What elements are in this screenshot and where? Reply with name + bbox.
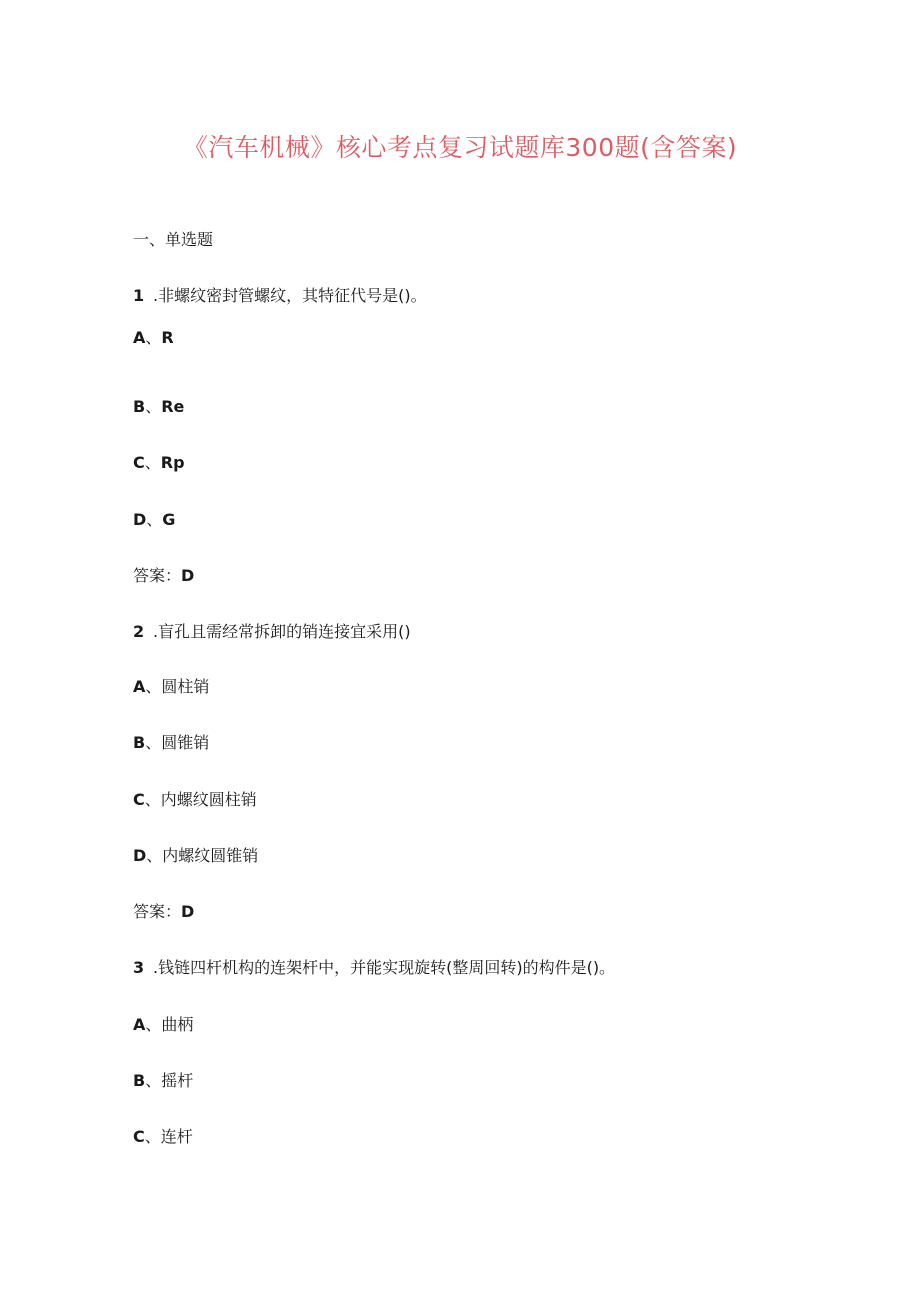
question-number: 3 [133,958,145,977]
answer-value: D [181,902,195,921]
option-text: Re [161,397,185,416]
question-2 [133,622,411,642]
question-1-option-b [133,397,184,417]
question-number: 1 [133,286,145,305]
option-separator: 、 [146,846,163,865]
document-title: 《汽车机械》核心考点复习试题库300题(含答案) [182,133,738,162]
answer-label: 答案： [133,902,182,921]
option-letter: C [133,790,145,809]
option-letter: B [133,397,146,416]
question-2-answer [133,902,194,922]
question-text: .钱链四杆机构的连架杆中，并能实现旋转(整周回转)的构件是()。 [153,958,616,977]
option-letter: A [133,677,146,696]
question-2-option-b [133,733,209,753]
option-text: 内螺纹圆锥销 [162,846,259,865]
option-separator: 、 [145,1015,162,1034]
option-separator: 、 [144,453,161,472]
option-letter: A [133,1015,146,1034]
question-3-option-a [133,1015,193,1035]
question-2-option-a [133,677,209,697]
option-separator: 、 [144,1127,161,1146]
answer-label: 答案： [133,566,182,585]
option-text: 连杆 [160,1127,193,1146]
question-3-option-b [133,1071,193,1091]
question-3 [133,958,615,978]
option-separator: 、 [145,397,162,416]
option-separator: 、 [145,1071,162,1090]
option-letter: B [133,1071,146,1090]
answer-value: D [181,566,195,585]
question-2-option-d [133,846,258,866]
option-separator: 、 [146,510,163,529]
question-3-option-c [133,1127,193,1147]
option-text: 内螺纹圆柱销 [160,790,257,809]
question-2-option-c [133,790,257,810]
section-heading: 一、单选题 [133,230,214,249]
option-letter: D [133,510,147,529]
option-separator: 、 [145,733,162,752]
option-text: Rp [160,453,185,472]
question-text: .盲孔且需经常拆卸的销连接宜采用() [153,622,411,641]
question-text: .非螺纹密封管螺纹，其特征代号是()。 [153,286,427,305]
option-text: G [162,510,176,529]
option-letter: D [133,846,147,865]
question-number: 2 [133,622,145,641]
question-1-answer [133,566,194,586]
option-separator: 、 [145,328,162,347]
question-1 [133,286,427,306]
option-text: 圆柱销 [161,677,210,696]
option-text: 曲柄 [161,1015,194,1034]
option-letter: A [133,328,146,347]
option-text: R [161,328,174,347]
option-letter: C [133,1127,145,1146]
option-letter: B [133,733,146,752]
question-1-option-a [133,328,174,348]
option-separator: 、 [144,790,161,809]
question-1-option-c [133,453,185,473]
option-letter: C [133,453,145,472]
option-text: 摇杆 [161,1071,194,1090]
option-separator: 、 [145,677,162,696]
option-text: 圆锥销 [161,733,210,752]
question-1-option-d [133,510,175,530]
